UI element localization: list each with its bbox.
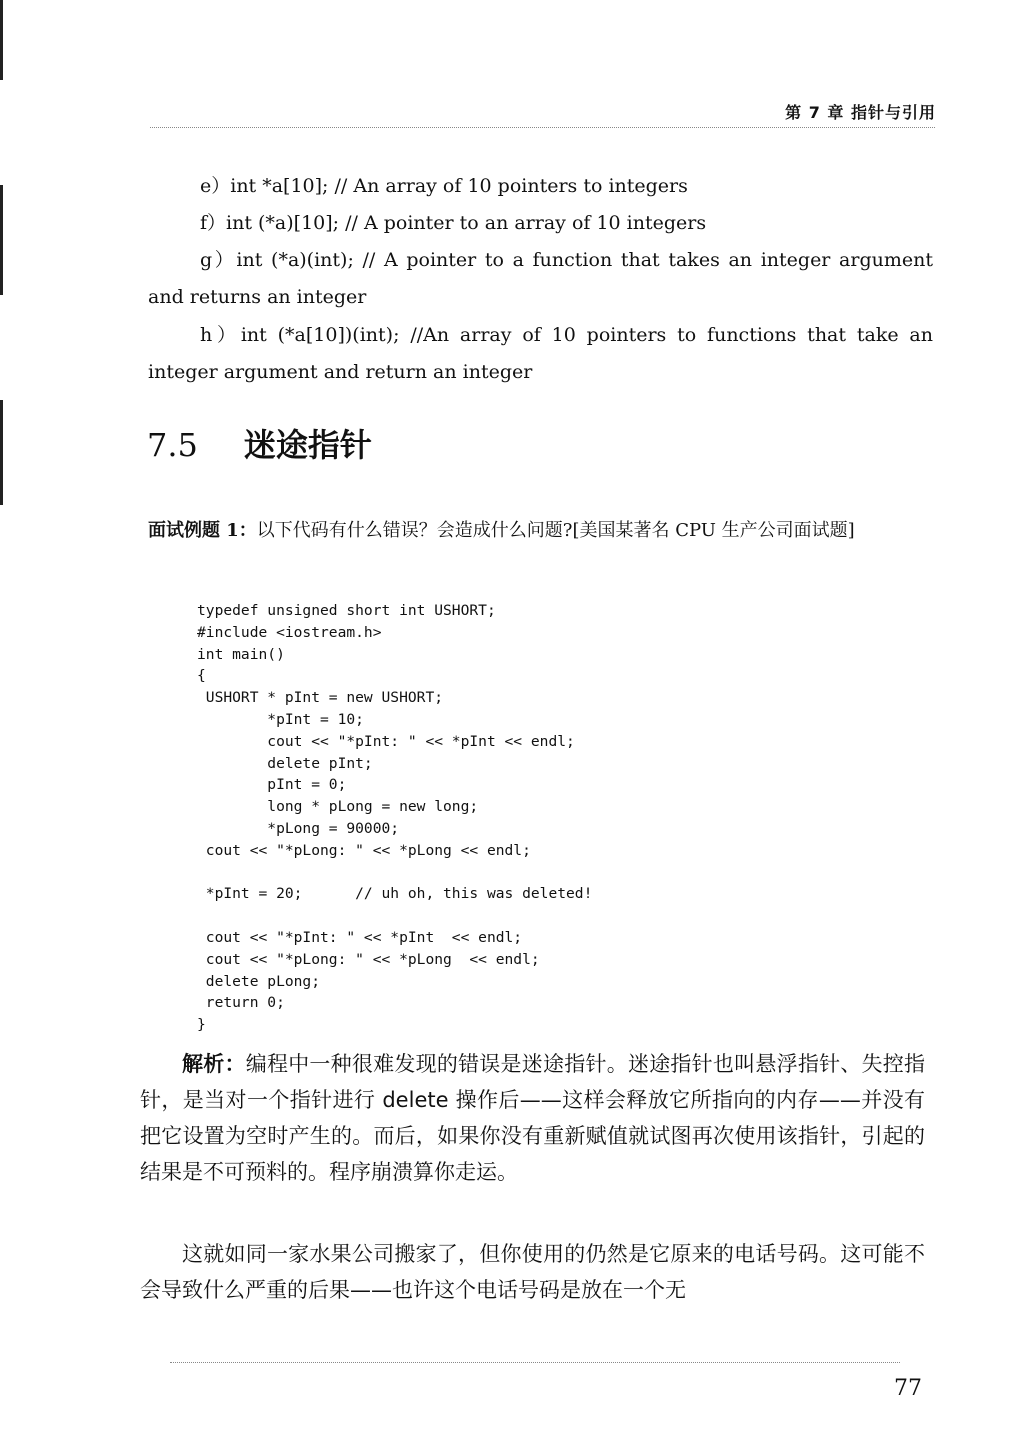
list-item-e (148, 168, 933, 205)
code-line: *pInt = 10; (197, 710, 364, 728)
analysis-label: 解析： (182, 1052, 246, 1076)
page-number: 77 (894, 1376, 922, 1401)
code-line (197, 905, 592, 927)
header-rule (150, 127, 935, 128)
list-item-f (148, 205, 933, 242)
code-line: } (197, 1016, 206, 1034)
code-line: delete pInt; (197, 754, 373, 772)
question-text: 以下代码有什么错误？会造成什么问题?[美国某著名 CPU 生产公司面试题] (256, 520, 855, 541)
list-item-text: h）int (*a[10])(int); //An array of 10 pointers to functions that take an (200, 324, 933, 346)
code-line: { (197, 667, 206, 685)
code-line: long * pLong = new long; (197, 798, 479, 816)
code-line: #include <iostream.h> (197, 623, 382, 641)
code-line: delete pLong; (197, 972, 321, 990)
code-line: cout << "*pLong: " << *pLong << endl; (197, 950, 540, 968)
list-item-continuation: and returns an integer (148, 286, 367, 308)
code-line: return 0; (197, 994, 285, 1012)
list-item-text: e）int *a[10]; // An array of 10 pointers to integers (200, 175, 688, 197)
code-line: *pLong = 90000; (197, 819, 400, 837)
code-line: int main() (197, 645, 285, 663)
list-item-text: f）int (*a)[10]; // A pointer to an array of 10 integers (200, 212, 707, 234)
code-line: typedef unsigned short int USHORT; (197, 602, 496, 619)
scan-edge-mark (0, 185, 3, 295)
scan-edge-mark (0, 0, 3, 80)
scan-edge-mark (0, 400, 3, 505)
list-item-g (148, 242, 933, 316)
code-line: cout << "*pLong: " << *pLong << endl; (197, 841, 531, 859)
section-title: 迷途指针 (243, 426, 372, 464)
footer-rule (170, 1362, 900, 1363)
running-header: 第 7 章 指针与引用 (785, 103, 936, 122)
analysis-text: 编程中一种很难发现的错误是迷途指针。迷途指针也叫悬浮指针、失控指针，是当对一个指针进行 delete 操作后——这样会释放它所指向的内存——并没有把它设置为空时产生的。而后，如果你没有重新赋值就试图再次使用该指针，引起的结果是不可预料的。程序崩溃算你走运。 (140, 1052, 926, 1184)
section-number: 7.5 (147, 426, 198, 464)
code-line (197, 862, 592, 884)
list-item-continuation: integer argument and return an integer (148, 361, 533, 383)
code-line: pInt = 0; (197, 776, 347, 794)
section-heading (147, 420, 372, 466)
question-label: 面试例题 1： (148, 520, 257, 541)
code-line: cout << "*pInt: " << *pInt << endl; (197, 928, 523, 946)
code-line: cout << "*pInt: " << *pInt << endl; (197, 732, 575, 750)
code-line: *pInt = 20; // uh oh, this was deleted! (197, 885, 593, 903)
body-paragraph: 这就如同一家水果公司搬家了，但你使用的仍然是它原来的电话号码。这可能不会导致什么严重的后果——也许这个电话号码是放在一个无 (140, 1242, 925, 1302)
code-line: USHORT * pInt = new USHORT; (197, 689, 444, 707)
list-item-h (148, 317, 933, 391)
interview-question (148, 512, 933, 550)
list-item-text: g）int (*a)(int); // A pointer to a function that takes an integer argument (200, 249, 933, 271)
code-block (197, 600, 592, 1036)
analysis-paragraph (140, 1046, 925, 1190)
